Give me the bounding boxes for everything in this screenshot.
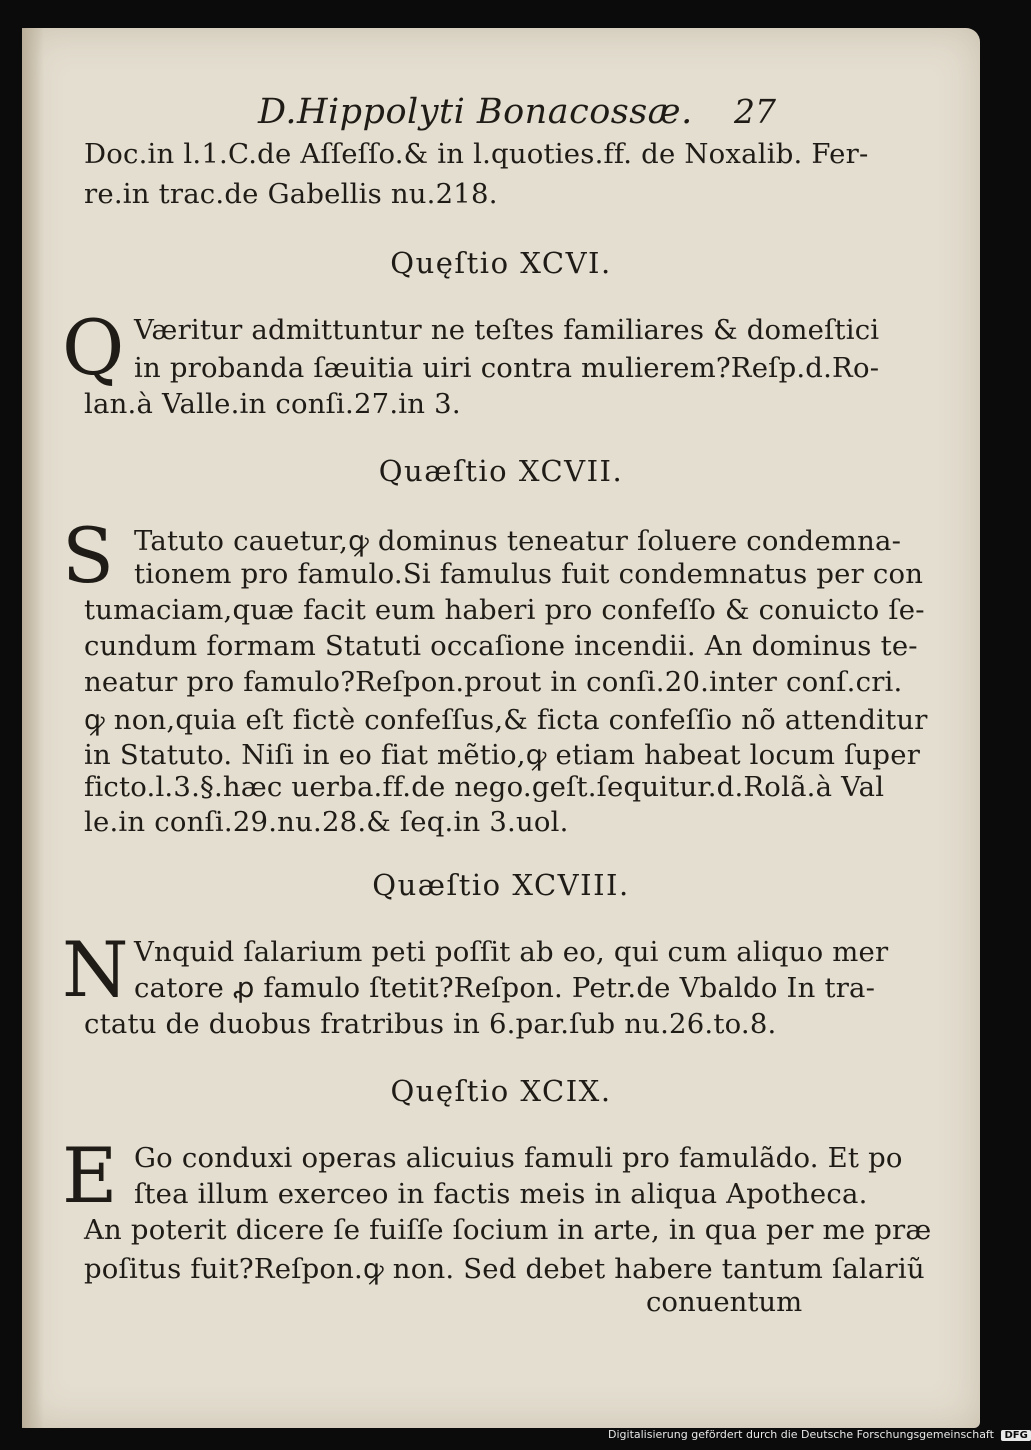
question-heading-98: Quæſtio XCVIII.	[372, 868, 630, 902]
dfg-logo: DFG	[1001, 1430, 1030, 1441]
page-number: 27	[734, 92, 776, 131]
text-line: ctatu de duobus fratribus in 6.par.ſub nu.26.to.8.	[84, 1008, 777, 1040]
text-line: Tatuto cauetur,ꝙ dominus teneatur ſoluere condemna-	[134, 525, 902, 557]
text-line: ſtea illum exerceo in factis meis in aliqua Apotheca.	[134, 1178, 868, 1210]
text-line: An poterit dicere ſe fuiſſe ſocium in arte, in qua per me præ	[84, 1214, 932, 1246]
text-line: ficto.l.3.§.hæc uerba.ff.de nego.geſt.ſequitur.d.Rolã.à Val	[84, 771, 885, 803]
drop-cap-e: E	[62, 1131, 118, 1220]
question-heading-97: Quæſtio XCVII.	[378, 454, 624, 488]
text-line: Go conduxi operas alicuius famuli pro famulãdo. Et po	[134, 1142, 903, 1174]
text-line: re.in trac.de Gabellis nu.218.	[84, 178, 498, 210]
drop-cap-q: Q	[62, 303, 125, 392]
credit-text: Digitalisierung gefördert durch die Deutsche Forschungsgemeinschaft	[608, 1428, 994, 1441]
catchword: conuentum	[646, 1286, 803, 1318]
drop-cap-n: N	[62, 925, 129, 1014]
text-line: poſitus fuit?Reſpon.ꝙ non. Sed debet habere tantum ſalariũ	[84, 1253, 925, 1285]
text-line: Doc.in l.1.C.de Aſſeſſo.& in l.quoties.ff. de Noxalib. Fer-	[84, 138, 869, 170]
question-heading-96: Quęſtio XCVI.	[390, 246, 612, 280]
text-line: cundum formam Statuti occaſione incendii. An dominus te-	[84, 630, 918, 662]
text-line: Væritur admittuntur ne teſtes familiares & domeſtici	[134, 314, 880, 346]
question-heading-99: Quęſtio XCIX.	[390, 1074, 612, 1108]
page-gutter-shadow	[22, 28, 44, 1428]
text-line: Vnquid ſalarium peti poſſit ab eo, qui cum aliquo mer	[134, 936, 889, 968]
text-line: lan.à Valle.in conſi.27.in 3.	[84, 388, 461, 420]
text-line: le.in conſi.29.nu.28.& ſeq.in 3.uol.	[84, 806, 569, 838]
text-line: in probanda ſæuitia uiri contra mulierem?Reſp.d.Ro-	[134, 352, 880, 384]
text-line: catore ꝓ famulo ſtetit?Reſpon. Petr.de Vbaldo In tra-	[134, 972, 876, 1004]
text-line: tionem pro famulo.Si famulus fuit condemnatus per con	[134, 558, 924, 590]
text-line: neatur pro famulo?Reſpon.prout in conſi.20.inter conſ.cri.	[84, 666, 903, 698]
text-line: in Statuto. Niſi in eo fiat mẽtio,ꝙ etiam habeat locum ſuper	[84, 739, 921, 771]
digitization-credit	[608, 1428, 1031, 1441]
book-page	[22, 28, 980, 1428]
text-line: tumaciam,quæ facit eum haberi pro confeſſo & conuicto ſe-	[84, 594, 925, 626]
text-line: ꝙ non,quia eſt fictè confeſſus,& ficta confeſſio nõ attenditur	[84, 704, 928, 736]
drop-cap-s: S	[62, 511, 115, 600]
running-head: D.Hippolyti Bonacossæ.	[258, 92, 693, 132]
